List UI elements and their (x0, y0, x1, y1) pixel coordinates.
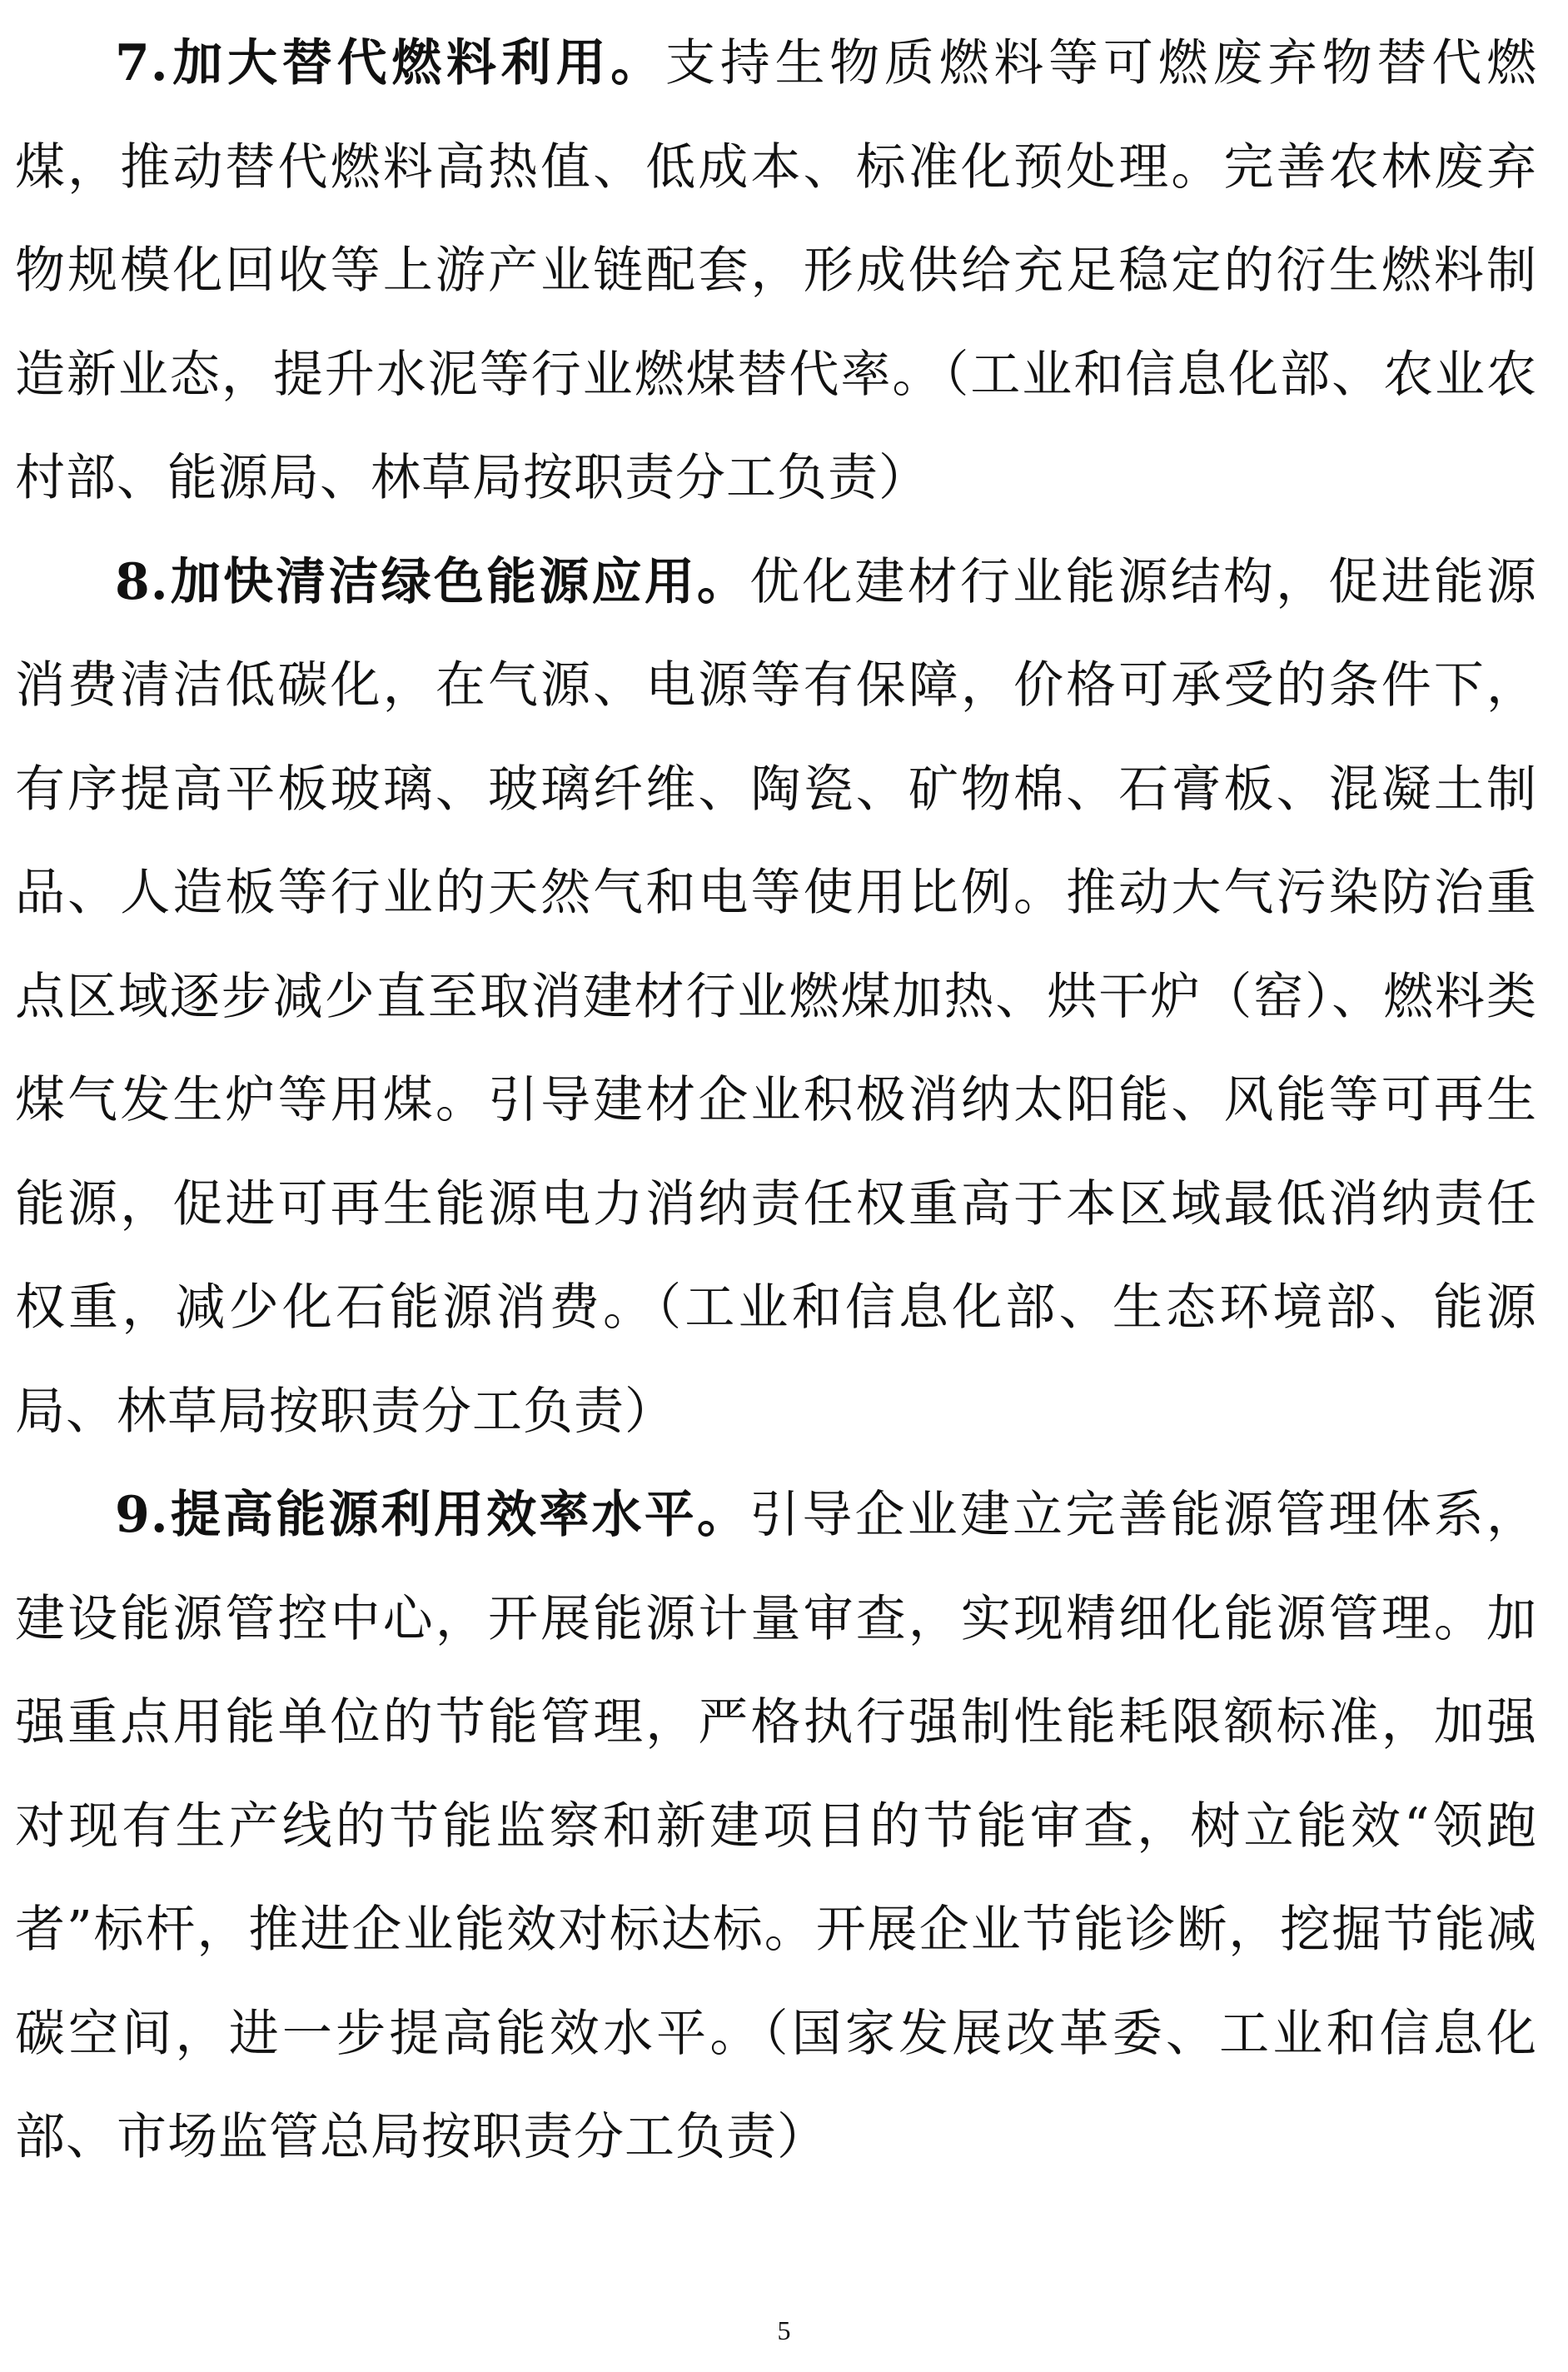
paragraph-text-9: 引导企业建立完善能源管理体系，建设能源管控中心，开展能源计量审查，实现精细化能源管理。加强重点用能单位的节能管理，严格执行强制性能耗限额标准，加强对现有生产线的节能监察和新建项目的节能审查，树立能效“领跑者”标杆，推进企业能效对标达标。开展企业节能诊断，挖掘节能减碳空间，进一步提高能效水平。（国家发展改革委、工业和信息化部、市场监管总局按职责分工负责） (15, 1486, 1538, 2166)
paragraph-heading-8: 8.加快清洁绿色能源应用。 (115, 552, 750, 611)
paragraph-item-9 (15, 1463, 1537, 2190)
page-number: 5 (777, 2315, 791, 2345)
paragraph-heading-9: 9.提高能源利用效率水平。 (115, 1486, 750, 1544)
document-body (15, 12, 1537, 2190)
paragraph-heading-7: 7.加大替代燃料利用。 (115, 34, 665, 92)
paragraph-item-7 (15, 12, 1537, 531)
paragraph-item-8 (15, 531, 1537, 1464)
paragraph-text-8: 优化建材行业能源结构，促进能源消费清洁低碳化，在气源、电源等有保障，价格可承受的条件下，有序提高平板玻璃、玻璃纤维、陶瓷、矿物棉、石膏板、混凝土制品、人造板等行业的天然气和电等使用比例。推动大气污染防治重点区域逐步减少直至取消建材行业燃煤加热、烘干炉（窑）、燃料类煤气发生炉等用煤。引导建材企业积极消纳太阳能、风能等可再生能源，促进可再生能源电力消纳责任权重高于本区域最低消纳责任权重，减少化石能源消费。（工业和信息化部、生态环境部、能源局、林草局按职责分工负责） (15, 552, 1538, 1441)
paragraph-text-7: 支持生物质燃料等可燃废弃物替代燃煤，推动替代燃料高热值、低成本、标准化预处理。完善农林废弃物规模化回收等上游产业链配套，形成供给充足稳定的衍生燃料制造新业态，提升水泥等行业燃煤替代率。（工业和信息化部、农业农村部、能源局、林草局按职责分工负责） (15, 34, 1537, 507)
